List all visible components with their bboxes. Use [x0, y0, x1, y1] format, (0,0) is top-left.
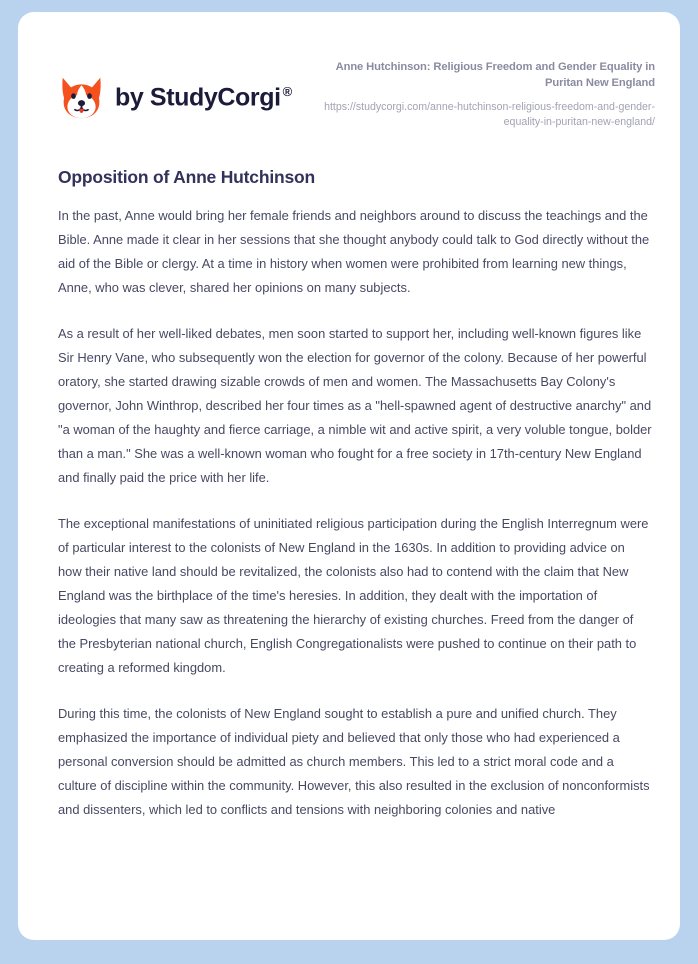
paragraph-list — [58, 204, 652, 822]
page-title: Opposition of Anne Hutchinson — [58, 167, 315, 187]
document-header — [18, 12, 680, 152]
brand-wordmark — [115, 85, 292, 110]
studycorgi-brand[interactable] — [58, 74, 292, 121]
document-url[interactable]: https://studycorgi.com/anne-hutchinson-religious-freedom-and-gender-equality-in-puritan-new-england/ — [324, 100, 655, 129]
document-page-card — [18, 12, 680, 940]
body-paragraph: As a result of her well-liked debates, men soon started to support her, including well-known figures like Sir Henry Vane, who subsequently won the election for governor of the colony. Because of her powerful oratory, she started drawing sizable crowds of men and women. The Massachusetts Bay Colony's governor, John Winthrop, described her four times as a "hell-spawned agent of destructive anarchy" and "a woman of the haughty and fierce carriage, a nimble wit and active spirit, a very voluble tongue, bolder than a man." She was a well-known woman who fought for a free society in 17th-century New England and finally paid the price with her life. — [58, 326, 652, 485]
document-title: Anne Hutchinson: Religious Freedom and Gender Equality in Puritan New England — [335, 61, 655, 89]
document-body — [58, 167, 652, 822]
body-paragraph: The exceptional manifestations of uninitiated religious participation during the English Interregnum were of particular interest to the colonists of New England in the 1630s. In addition to providing advice on how their native land should be revitalized, the colonists also had to contend with the claim that New England was the birthplace of the time's heresies. In addition, they dealt with the importation of ideologies that many saw as threatening the hierarchy of existing churches. Freed from the danger of the Presbyterian national church, English Congregationalists were pushed to continue on their path to creating a reformed kingdom. — [58, 516, 649, 675]
body-paragraph: In the past, Anne would bring her female friends and neighbors around to discuss the teachings and the Bible. Anne made it clear in her sessions that she thought anybody could talk to God directly without the aid of the Bible or clergy. At a time in history when women were prohibited from learning new things, Anne, who was clever, shared her opinions on many subjects. — [58, 208, 650, 295]
brand-wordmark-text: by StudyCorgi — [115, 83, 281, 112]
document-meta — [295, 60, 655, 131]
body-paragraph: During this time, the colonists of New England sought to establish a pure and unified church. They emphasized the importance of individual piety and believed that only those who had experienced a personal conversion should be admitted as church members. This led to a strict moral code and a culture of discipline within the community. However, this also resulted in the exclusion of nonconformists and dissenters, which led to conflicts and tensions with neighboring colonies and native — [58, 706, 650, 817]
corgi-face-icon — [58, 74, 105, 121]
registered-trademark-icon: ® — [282, 83, 292, 99]
